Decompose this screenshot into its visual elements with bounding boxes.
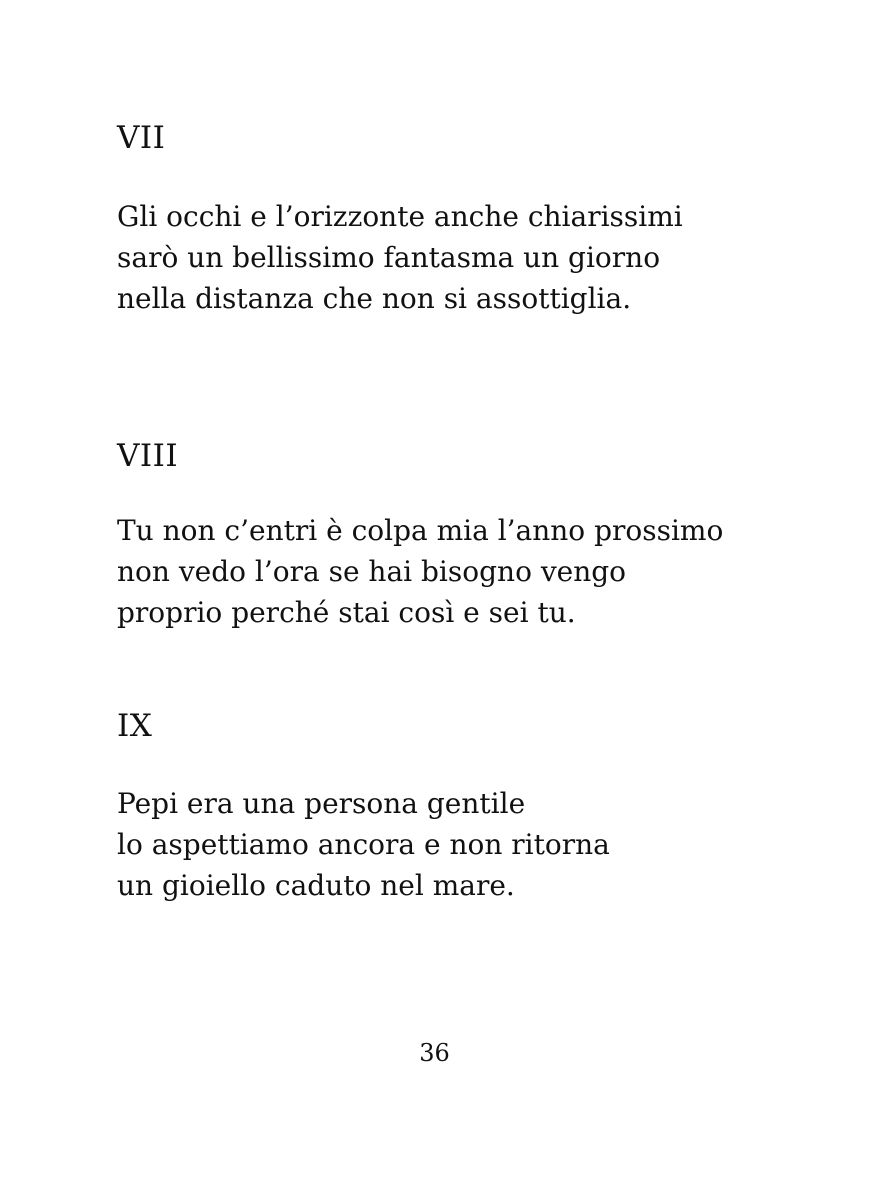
verse-line: Gli occhi e l’orizzonte anche chiarissimi xyxy=(117,200,683,233)
poem-stanza-viii xyxy=(117,510,723,633)
poem-stanza-vii xyxy=(117,196,683,319)
verse-line: nella distanza che non si assottiglia. xyxy=(117,282,632,315)
poem-number-viii: VIII xyxy=(117,438,179,474)
poem-stanza-ix xyxy=(117,783,610,906)
verse-line: lo aspettiamo ancora e non ritorna xyxy=(117,828,610,861)
verse-line: un gioiello caduto nel mare. xyxy=(117,869,515,902)
poem-number-vii: VII xyxy=(117,120,166,156)
verse-line: proprio perché stai così e sei tu. xyxy=(117,596,576,629)
verse-line: non vedo l’ora se hai bisogno vengo xyxy=(117,555,627,588)
verse-line: sarò un bellissimo fantasma un giorno xyxy=(117,241,661,274)
poem-number-ix: IX xyxy=(117,708,153,744)
verse-line: Tu non c’entri è colpa mia l’anno prossimo xyxy=(117,514,724,547)
verse-line: Pepi era una persona gentile xyxy=(117,787,526,820)
page-number: 36 xyxy=(419,1039,450,1067)
